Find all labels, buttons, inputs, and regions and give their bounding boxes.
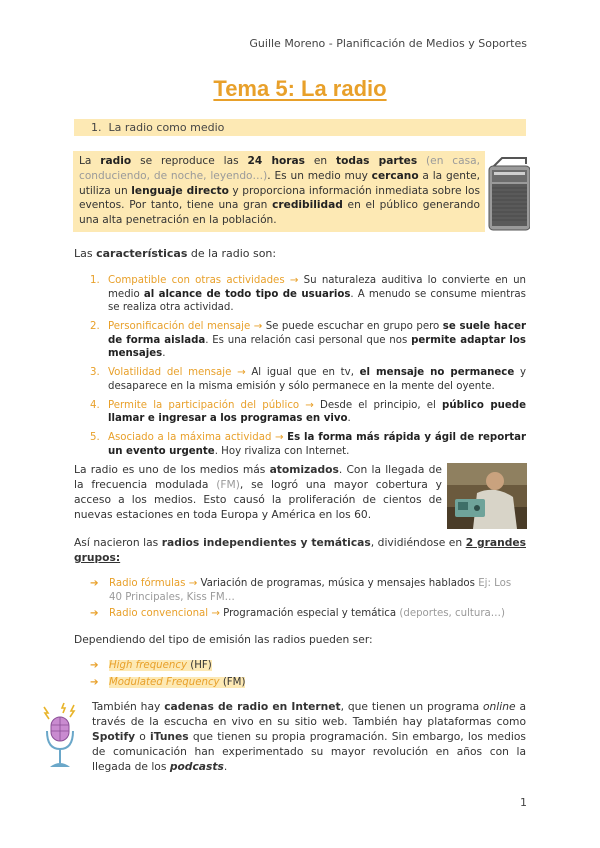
page-title: Tema 5: La radio — [213, 76, 387, 101]
emission-list — [90, 659, 526, 692]
atomized-paragraph: La radio es uno de los medios más atomizados. Con la llegada de la frecuencia modulada (FM), se logró una mayor cobertura y acceso a los medios. Esto causó la proliferación de cientos de nuevas estaciones en toda Europa y América en los 60. — [74, 463, 442, 521]
intro-callout: La radio se reproduce las 24 horas en todas partes (en casa, conduciendo, de noche, leyendo…). Es un medio muy cercano a la gente, utiliza un lenguaje directo y proporciona información inmediata sobre los eventos. Por tanto, tiene una gran credibilidad en el público generando una alta penetración en la población. — [73, 151, 485, 232]
internet-radio-paragraph: También hay cadenas de radio en Internet, que tienen un programa online a través de la escucha en vivo en su sitio web. También hay plataformas como Spotify o iTunes que tienen su propia programación. Sin embargo, los medios de comunicación han experimentado su mayor revolución en años con la llegada de los podcasts. — [92, 700, 527, 773]
boombox-illustration — [488, 152, 530, 232]
characteristics-lead: Las características de la radio son: — [74, 247, 277, 260]
list-item: 2. Personificación del mensaje → Se puede escuchar en grupo pero se suele hacer de forma aislada. Es una relación casi personal que nos permite adaptar los mensajes. — [90, 321, 527, 360]
groups-list — [90, 577, 526, 624]
list-item: 4. Permite la participación del público → Desde el principio, el público puede llamar e ingresar a los programas en vivo. — [90, 399, 526, 425]
list-item: 5. Asociado a la máxima actividad → Es la forma más rápida y ágil de reportar un evento urgente. Hoy rivaliza con Internet. — [90, 432, 527, 457]
list-item: 3. Volatilidad del mensaje → Al igual que en tv, el mensaje no permanece y desaparece en la misma emisión y sólo permanece en la mente del oyente. — [90, 367, 526, 392]
section-label: La radio como medio — [108, 121, 225, 134]
characteristics-list — [90, 274, 526, 464]
microphone-icon — [38, 701, 82, 773]
emission-lead: Dependiendo del tipo de emisión las radios pueden ser: — [74, 633, 373, 646]
list-item: ➔ Radio convencional → Programación especial y temática (deportes, cultura…) — [90, 608, 505, 620]
list-item: 1. Compatible con otras actividades → Su naturaleza auditiva lo convierte en un medio al alcance de todo tipo de usuarios. A menudo se consume mientras se realiza otra actividad. — [90, 275, 526, 314]
section-number: 1. — [91, 121, 102, 134]
list-item: ➔ Radio fórmulas → Variación de programas, música y mensajes hablados Ej: Los 40 Principales, Kiss FM… — [90, 578, 512, 603]
list-item: ➔ High frequency (HF) — [90, 660, 212, 671]
section-heading — [74, 119, 526, 136]
groups-lead: Así nacieron las radios independientes y temáticas, dividiéndose en 2 grandes grupos: — [74, 536, 526, 564]
page-header: Guille Moreno - Planificación de Medios y Soportes — [249, 37, 527, 50]
list-item: ➔ Modulated Frequency (FM) — [90, 676, 246, 688]
page-number: 1 — [520, 796, 527, 809]
radio-operator-photo — [447, 463, 527, 529]
